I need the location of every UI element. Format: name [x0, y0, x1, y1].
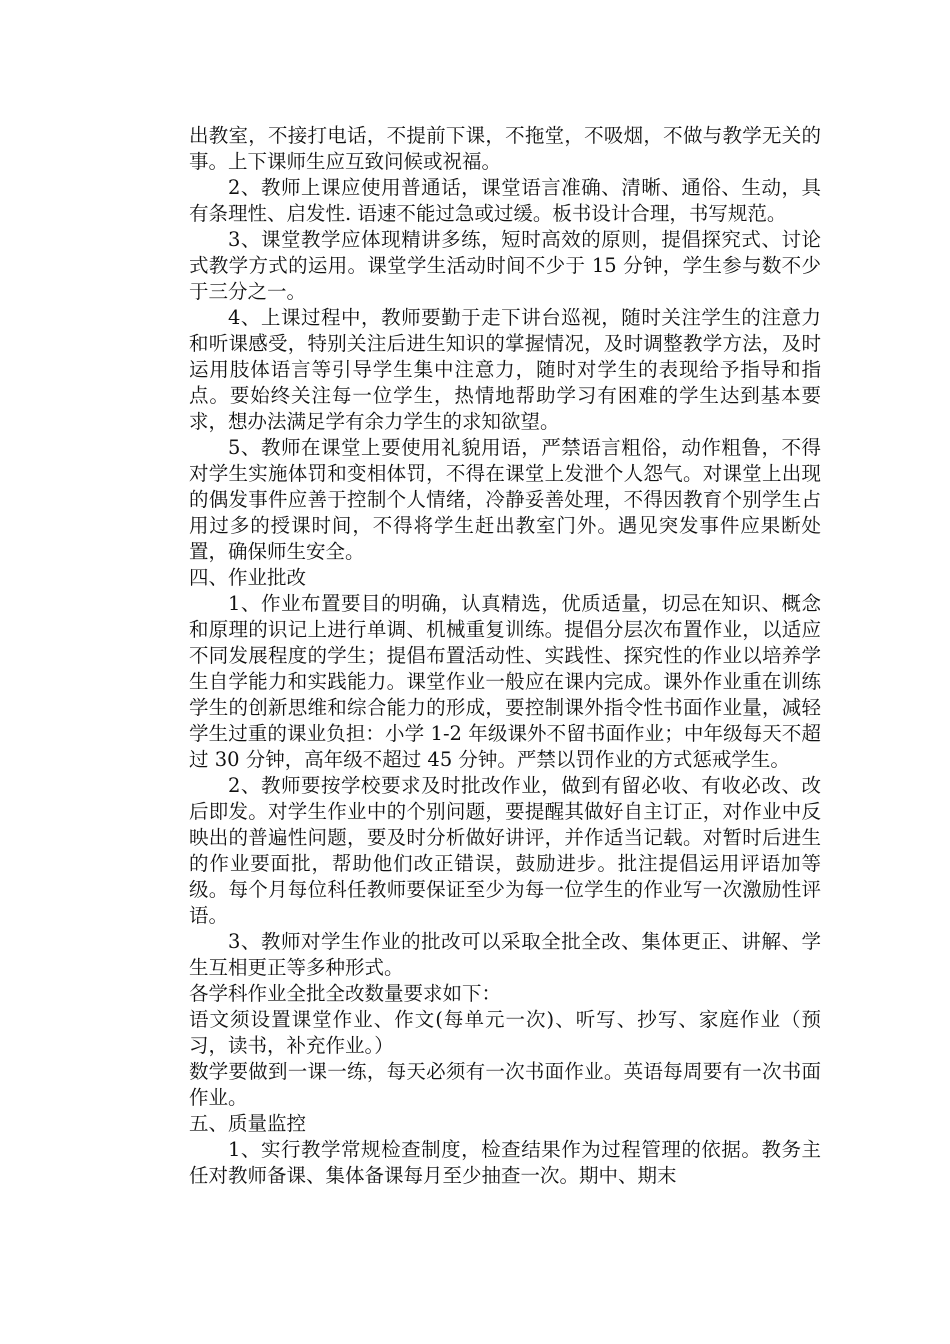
paragraph-item-5: 5、教师在课堂上要使用礼貌用语，严禁语言粗俗，动作粗鲁，不得对学生实施体罚和变相体罚，不得在课堂上发泄个人怨气。对课堂上出现的偶发事件应善于控制个人情绪，冷静妥善处理，不得因教育个别学生占用过多的授课时间，不得将学生赶出教室门外。遇见突发事件应果断处置，确保师生安全。 — [189, 436, 821, 563]
paragraph-continuation: 出教室，不接打电话，不提前下课，不拖堂，不吸烟，不做与教学无关的事。上下课师生应互致问候或祝福。 — [189, 124, 821, 173]
paragraph-math-english-requirements: 数学要做到一课一练，每天必须有一次书面作业。英语每周要有一次书面作业。 — [189, 1060, 821, 1109]
section-heading-homework: 四、作业批改 — [189, 566, 307, 589]
section-heading-quality: 五、质量监控 — [189, 1112, 307, 1135]
paragraph-quality-1: 1、实行教学常规检查制度，检查结果作为过程管理的依据。教务主任对教师备课、集体备课每月至少抽查一次。期中、期末 — [189, 1138, 821, 1187]
document-body — [189, 123, 821, 1189]
paragraph-item-2: 2、教师上课应使用普通话，课堂语言准确、清晰、通俗、生动，具有条理性、启发性. 语速不能过急或过缓。板书设计合理，书写规范。 — [189, 176, 821, 225]
paragraph-chinese-requirements: 语文须设置课堂作业、作文(每单元一次)、听写、抄写、家庭作业（预习，读书，补充作业。） — [189, 1008, 821, 1057]
paragraph-requirements-intro: 各学科作业全批全改数量要求如下： — [189, 982, 502, 1005]
paragraph-item-3: 3、课堂教学应体现精讲多练，短时高效的原则，提倡探究式、讨论式教学方式的运用。课堂学生活动时间不少于 15 分钟，学生参与数不少于三分之一。 — [189, 228, 821, 303]
paragraph-item-4: 4、上课过程中，教师要勤于走下讲台巡视，随时关注学生的注意力和听课感受，特别关注后进生知识的掌握情况，及时调整教学方法，及时运用肢体语言等引导学生集中注意力，随时对学生的表现给予指导和指点。要始终关注每一位学生，热情地帮助学习有困难的学生达到基本要求，想办法满足学有余力学生的求知欲望。 — [189, 306, 821, 433]
paragraph-homework-1: 1、作业布置要目的明确，认真精选，优质适量，切忌在知识、概念和原理的识记上进行单调、机械重复训练。提倡分层次布置作业，以适应不同发展程度的学生；提倡布置活动性、实践性、探究性的作业以培养学生自学能力和实践能力。课堂作业一般应在课内完成。课外作业重在训练学生的创新思维和综合能力的形成，要控制课外指令性书面作业量，减轻学生过重的课业负担：小学 1-2 年级课外不留书面作业；中年级每天不超过 30 分钟，高年级不超过 45 分钟。严禁以罚作业的方式惩戒学生。 — [189, 592, 821, 771]
paragraph-homework-3: 3、教师对学生作业的批改可以采取全批全改、集体更正、讲解、学生互相更正等多种形式。 — [189, 930, 821, 979]
paragraph-homework-2: 2、教师要按学校要求及时批改作业，做到有留必收、有收必改、改后即发。对学生作业中的个别问题，要提醒其做好自主订正，对作业中反映出的普遍性问题，要及时分析做好讲评，并作适当记载。对暂时后进生的作业要面批，帮助他们改正错误，鼓励进步。批注提倡运用评语加等级。每个月每位科任教师要保证至少为每一位学生的作业写一次激励性评语。 — [189, 774, 821, 927]
